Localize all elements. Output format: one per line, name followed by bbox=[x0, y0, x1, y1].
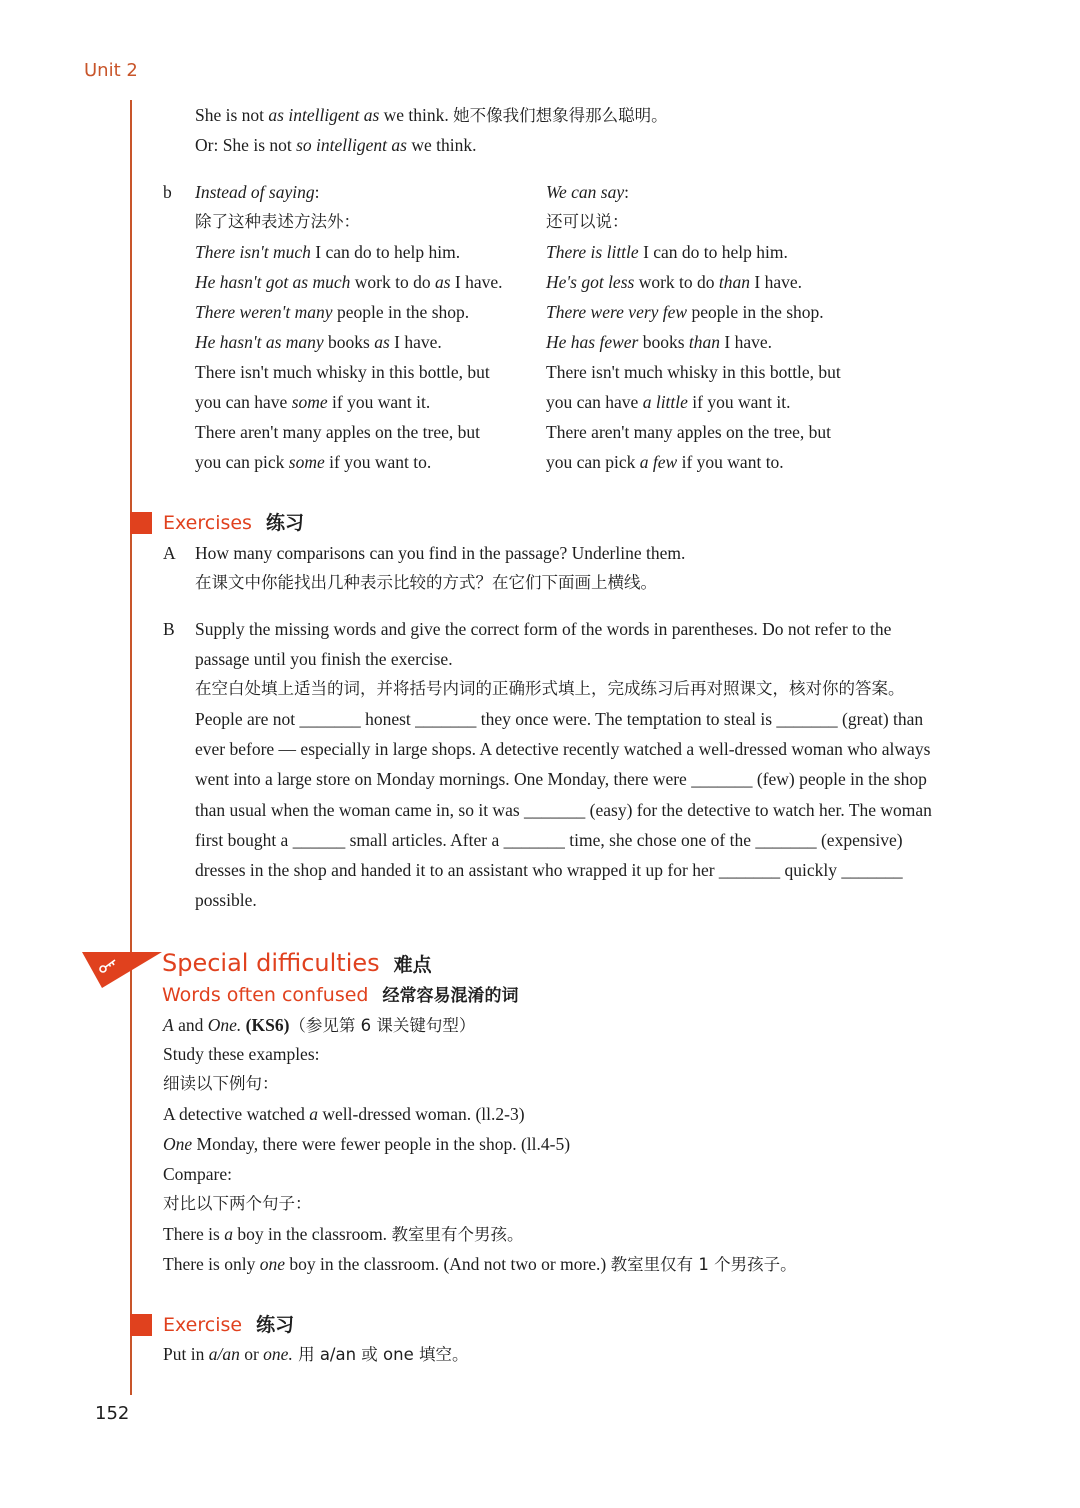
text-italic: A bbox=[163, 1015, 174, 1035]
text: There isn't much whisky in this bottle, but bbox=[546, 362, 841, 382]
flag-shape bbox=[82, 952, 162, 988]
exercise-b-zh: 在空白处填上适当的词，并将括号内词的正确形式填上，完成练习后再对照课文，核对你的答案。 bbox=[195, 679, 905, 698]
passage-line: possible. bbox=[195, 890, 257, 911]
compare-line: Compare: bbox=[163, 1164, 233, 1184]
text: I have. bbox=[450, 272, 503, 292]
text-italic: one. bbox=[263, 1344, 293, 1364]
text-italic: as bbox=[434, 272, 451, 292]
passage-line: ever before — especially in large shops. A detective recently watched a well-dressed woman who always bbox=[195, 739, 931, 760]
text: There aren't many apples on the tree, but bbox=[195, 422, 480, 442]
left-column-line bbox=[195, 424, 480, 442]
text-italic: We can say bbox=[546, 182, 625, 202]
text-italic: than bbox=[718, 272, 751, 292]
subtitle: Words often confused bbox=[162, 984, 369, 1006]
part-b-label: b bbox=[163, 182, 172, 202]
text: you can pick bbox=[195, 452, 289, 472]
text-italic: than bbox=[688, 332, 721, 352]
left-column-line bbox=[195, 244, 460, 262]
text: boy in the classroom. (And not two or more.) bbox=[285, 1254, 611, 1274]
text: we think. bbox=[406, 135, 477, 155]
exercise-a-label: A bbox=[163, 543, 176, 563]
text-italic: There weren't many bbox=[195, 302, 333, 322]
text: work to do bbox=[350, 272, 435, 292]
special-difficulties-flag bbox=[82, 950, 162, 990]
passage-line: went into a large store on Monday mornings. One Monday, there were _______ (few) people in the shop bbox=[195, 769, 927, 790]
text: you can have bbox=[195, 392, 292, 412]
exercise-a-zh: 在课文中你能找出几种表示比较的方式？在它们下面画上横线。 bbox=[195, 573, 657, 592]
text: books bbox=[638, 332, 689, 352]
text: well-dressed woman. (ll.2-3) bbox=[318, 1104, 525, 1124]
right-column-line bbox=[546, 364, 841, 382]
text-italic: a few bbox=[639, 452, 678, 472]
exercise-instruction bbox=[163, 1346, 469, 1364]
exercises-title-zh: 练习 bbox=[265, 512, 304, 534]
right-column-heading bbox=[546, 184, 629, 202]
right-column-heading-zh: 还可以说： bbox=[546, 212, 629, 231]
unit-label: Unit 2 bbox=[84, 60, 138, 81]
left-column-line bbox=[195, 334, 442, 352]
right-column-line bbox=[546, 454, 784, 472]
text-italic: a little bbox=[642, 392, 688, 412]
text-italic: He has fewer bbox=[546, 332, 639, 352]
text: if you want to. bbox=[324, 452, 432, 472]
text: you can have bbox=[546, 392, 643, 412]
left-column-line bbox=[195, 364, 490, 382]
text-italic: He hasn't got as much bbox=[195, 272, 351, 292]
text-italic: so intelligent as bbox=[296, 135, 407, 155]
text-italic: as intelligent as bbox=[268, 105, 380, 125]
passage-line: first bought a ______ small articles. After a _______ time, she chose one of the _______ (expensive) bbox=[195, 829, 903, 850]
study-zh: 细读以下例句： bbox=[163, 1074, 279, 1093]
passage-line: People are not _______ honest _______ they once were. The temptation to steal is _______ (great) than bbox=[195, 709, 924, 729]
text: Put in bbox=[163, 1344, 209, 1364]
text: I have. bbox=[750, 272, 803, 292]
text: work to do bbox=[634, 272, 719, 292]
text-italic: one bbox=[259, 1254, 285, 1274]
example-1 bbox=[163, 1106, 525, 1124]
margin-rule bbox=[130, 100, 132, 1395]
section-marker bbox=[130, 1314, 152, 1336]
right-column-line bbox=[546, 244, 788, 262]
passage-line: dresses in the shop and handed it to an assistant who wrapped it up for her _______ quickly _______ bbox=[195, 860, 903, 880]
special-title: Special difficulties bbox=[162, 949, 380, 977]
words-confused-heading bbox=[162, 986, 518, 1005]
text: Or: She is not bbox=[195, 135, 297, 155]
text: or bbox=[239, 1344, 264, 1364]
right-column-line bbox=[546, 424, 831, 442]
text: if you want it. bbox=[687, 392, 791, 412]
example-2 bbox=[163, 1136, 570, 1154]
text-italic: some bbox=[291, 392, 328, 412]
left-column-line bbox=[195, 274, 503, 292]
text: There isn't much whisky in this bottle, but bbox=[195, 362, 490, 382]
text: I have. bbox=[720, 332, 773, 352]
compare-sentence-1 bbox=[163, 1226, 523, 1244]
text-italic: There were very few bbox=[546, 302, 688, 322]
special-difficulties-heading bbox=[162, 951, 432, 975]
text-italic: as bbox=[374, 332, 390, 352]
exercises-heading bbox=[163, 514, 304, 533]
left-column-line bbox=[195, 454, 431, 472]
text: There is only bbox=[163, 1254, 260, 1274]
text: I can do to help him. bbox=[638, 242, 788, 262]
text: There aren't many apples on the tree, but bbox=[546, 422, 831, 442]
text-italic: There isn't much bbox=[195, 242, 311, 262]
exercise-heading bbox=[163, 1316, 294, 1335]
exercise-b-text-2: passage until you finish the exercise. bbox=[195, 649, 453, 669]
exercise-b-text-1: Supply the missing words and give the correct form of the words in parentheses. Do not refer to the bbox=[195, 619, 892, 639]
exercise-title: Exercise bbox=[163, 1314, 243, 1336]
right-column-line bbox=[546, 304, 824, 322]
text-italic: a bbox=[224, 1224, 233, 1244]
text-italic: One bbox=[163, 1134, 193, 1154]
text: and bbox=[173, 1015, 208, 1035]
right-column-line bbox=[546, 274, 802, 292]
text-zh: 她不像我们想象得那么聪明。 bbox=[453, 106, 668, 125]
subtitle-zh: 经常容易混淆的词 bbox=[382, 986, 519, 1006]
exercise-a-text: How many comparisons can you find in the passage? Underline them. bbox=[195, 543, 686, 563]
exercises-title: Exercises bbox=[163, 512, 252, 534]
text: people in the shop. bbox=[332, 302, 470, 322]
text-zh: 教室里仅有 1 个男孩子。 bbox=[610, 1255, 797, 1274]
text: I can do to help him. bbox=[310, 242, 461, 262]
text-italic: Instead of saying bbox=[195, 182, 315, 202]
text-italic: One. bbox=[207, 1015, 242, 1035]
text: Monday, there were fewer people in the shop. (ll.4-5) bbox=[192, 1134, 571, 1154]
section-marker bbox=[130, 512, 152, 534]
page-number: 152 bbox=[95, 1403, 130, 1424]
text: : bbox=[314, 182, 320, 202]
text-italic: There is little bbox=[546, 242, 639, 262]
left-column-heading bbox=[195, 184, 319, 202]
text-bold: (KS6) bbox=[241, 1015, 290, 1035]
exercise-title-zh: 练习 bbox=[256, 1314, 295, 1336]
text: if you want it. bbox=[327, 392, 431, 412]
text-italic: some bbox=[288, 452, 325, 472]
text: I have. bbox=[389, 332, 442, 352]
text-zh: （参见第 6 课关键句型） bbox=[289, 1016, 476, 1035]
text-zh: 用 a/an 或 one 填空。 bbox=[292, 1345, 469, 1364]
text-zh: 教室里有个男孩。 bbox=[391, 1225, 524, 1244]
text: : bbox=[624, 182, 629, 202]
text-italic: a bbox=[309, 1104, 319, 1124]
text-italic: He hasn't as many bbox=[195, 332, 324, 352]
text-italic: He's got less bbox=[546, 272, 635, 292]
study-line: Study these examples: bbox=[163, 1044, 320, 1064]
exercise-b-label: B bbox=[163, 619, 175, 639]
passage-line: than usual when the woman came in, so it was _______ (easy) for the detective to watch her. The woman bbox=[195, 799, 932, 820]
text: we think. bbox=[379, 105, 454, 125]
intro-line-2 bbox=[195, 137, 476, 155]
compare-zh: 对比以下两个句子： bbox=[163, 1194, 312, 1213]
text: people in the shop. bbox=[687, 302, 824, 322]
text: She is not bbox=[195, 105, 269, 125]
left-column-line bbox=[195, 304, 469, 322]
left-column-line bbox=[195, 394, 430, 412]
right-column-line bbox=[546, 334, 772, 352]
text-italic: a/an bbox=[208, 1344, 240, 1364]
text: books bbox=[323, 332, 375, 352]
text: you can pick bbox=[546, 452, 640, 472]
right-column-line bbox=[546, 394, 790, 412]
intro-line-1 bbox=[195, 107, 668, 125]
text: There is bbox=[163, 1224, 225, 1244]
special-title-zh: 难点 bbox=[393, 954, 432, 976]
key-structure-line bbox=[163, 1017, 475, 1035]
compare-sentence-2 bbox=[163, 1256, 797, 1274]
text: boy in the classroom. bbox=[232, 1224, 392, 1244]
text: if you want to. bbox=[677, 452, 784, 472]
text: A detective watched bbox=[163, 1104, 310, 1124]
left-column-heading-zh: 除了这种表述方法外： bbox=[195, 212, 360, 231]
